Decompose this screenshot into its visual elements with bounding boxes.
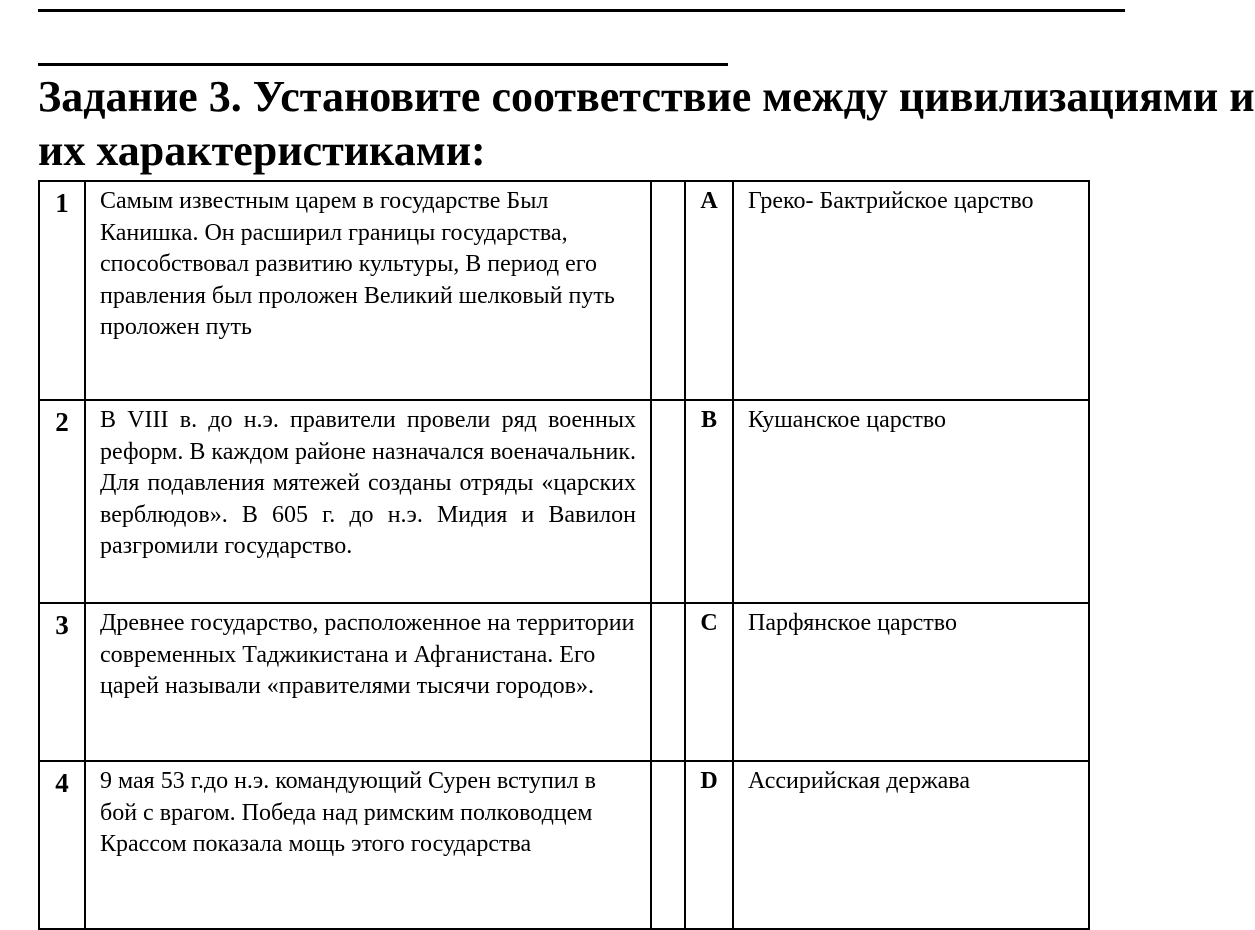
row-description: Древнее государство, расположенное на территории современных Таджикистана и Афганистана. Его царей называли «правителями тысячи городов». <box>85 603 651 761</box>
task-heading-line-1: Задание 3. Установите соответствие между цивилизациями и <box>38 72 1255 121</box>
matching-table <box>38 180 1090 930</box>
option-letter: A <box>685 181 733 400</box>
option-civilization: Кушанское царство <box>733 400 1089 603</box>
table-row <box>39 603 1089 761</box>
table-row <box>39 400 1089 603</box>
answer-blank-cell <box>651 761 685 929</box>
answer-line <box>38 63 728 66</box>
option-civilization: Ассирийская держава <box>733 761 1089 929</box>
task-heading-line-2: их характеристиками: <box>38 126 486 175</box>
option-letter: C <box>685 603 733 761</box>
answer-blank-cell <box>651 603 685 761</box>
table-row <box>39 761 1089 929</box>
row-description: Самым известным царем в государстве Был Канишка. Он расширил границы государства, способствовал развитию культуры, В период его правления был проложен Великий шелковый путь проложен путь <box>85 181 651 400</box>
option-letter: B <box>685 400 733 603</box>
answer-blank-cell <box>651 400 685 603</box>
answer-blank-cell <box>651 181 685 400</box>
row-number: 2 <box>39 400 85 603</box>
row-number: 3 <box>39 603 85 761</box>
row-description: 9 мая 53 г.до н.э. командующий Сурен вступил в бой с врагом. Победа над римским полководцем Крассом показала мощь этого государства <box>85 761 651 929</box>
task-heading <box>38 70 1255 178</box>
option-civilization: Греко- Бактрийское царство <box>733 181 1089 400</box>
row-number: 1 <box>39 181 85 400</box>
row-number: 4 <box>39 761 85 929</box>
option-civilization: Парфянское царство <box>733 603 1089 761</box>
top-rule <box>38 9 1125 12</box>
option-letter: D <box>685 761 733 929</box>
row-description: В VIII в. до н.э. правители провели ряд военных реформ. В каждом районе назначался военачальник. Для подавления мятежей созданы отряды «царских верблюдов». В 605 г. до н.э. Мидия и Вавилон разгромили государство. <box>85 400 651 603</box>
table-row <box>39 181 1089 400</box>
